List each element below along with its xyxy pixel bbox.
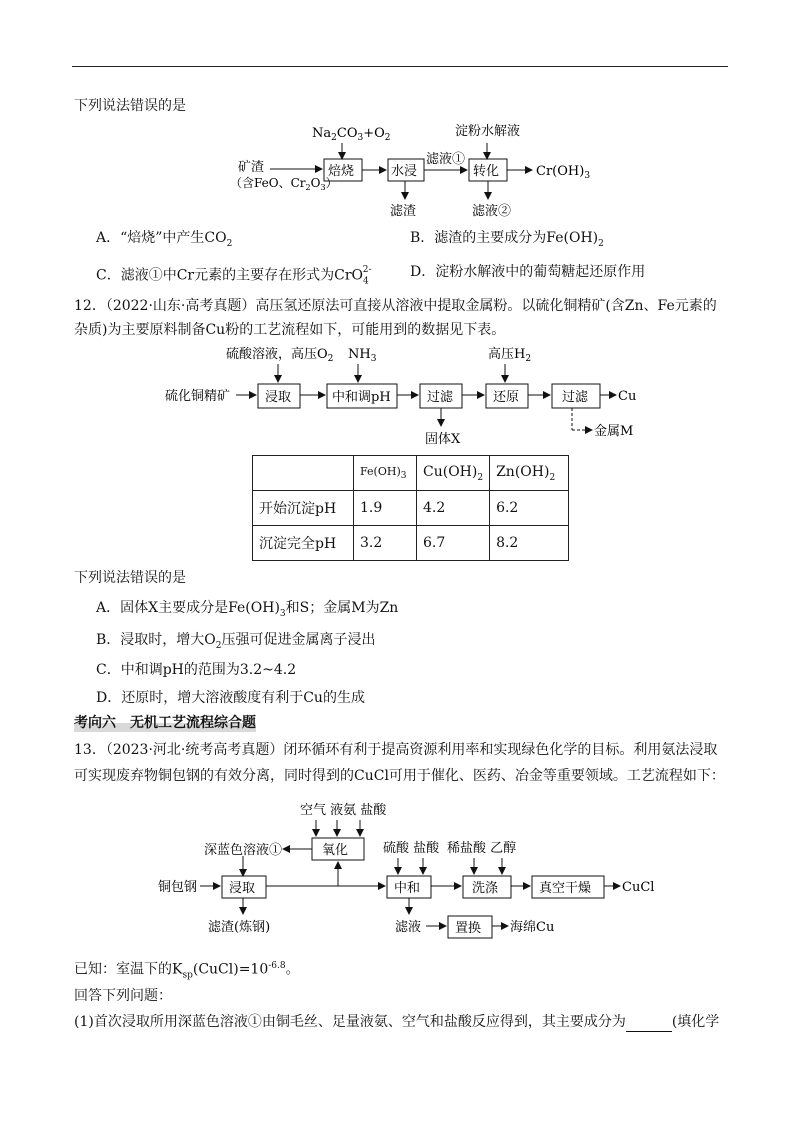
q13-sub1 xyxy=(74,1012,719,1032)
q13-flow-diagram xyxy=(0,796,800,946)
q11-option-b[interactable]: B．滤渣的主要成分为$Fe(OH)_2$ xyxy=(410,230,604,249)
q13-feed-ox: 空气 液氨 盐酸 xyxy=(300,803,387,818)
q13-filtrate: 滤液 xyxy=(395,920,422,935)
svg-text:过滤: 过滤 xyxy=(427,390,454,405)
table-header-cell xyxy=(253,456,354,491)
table-cell: 沉淀完全pH xyxy=(253,526,354,561)
q12-option-b[interactable]: B．浸取时，增大$O_2$压强可促进金属离子浸出 xyxy=(96,632,376,651)
q13-answer-prompt: 回答下列问题： xyxy=(74,988,172,1004)
table-row xyxy=(253,526,569,561)
svg-text:置换: 置换 xyxy=(455,921,482,936)
q13-sub1-text: (1)首次浸取所用深蓝色溶液①由铜毛丝、足量液氨、空气和盐酸反应得到，其主要成分为 xyxy=(74,1014,626,1030)
table-cell: 8.2 xyxy=(490,526,569,561)
svg-text:过滤: 过滤 xyxy=(562,390,589,405)
svg-text:转化: 转化 xyxy=(473,164,500,179)
q12-feed3: 高压$H_2$ xyxy=(488,347,532,364)
svg-text:还原: 还原 xyxy=(493,390,520,405)
q11-option-d[interactable]: D．淀粉水解液中的葡萄糖起还原作用 xyxy=(410,264,646,280)
q12-intro-line2: 杂质)为主要原料制备Cu粉的工艺流程如下，可能用到的数据见下表。 xyxy=(74,322,506,338)
q13-feed-wash: 稀盐酸 乙醇 xyxy=(447,841,517,856)
svg-text:中和调pH: 中和调pH xyxy=(332,390,391,405)
q11-product: $Cr(OH)_3$ xyxy=(536,164,591,181)
table-header-cell: $Zn(OH)_2$ xyxy=(490,456,569,491)
q12-solid: 固体X xyxy=(425,432,461,447)
q13-start: 铜包钢 xyxy=(158,880,198,895)
table-cell: 6.2 xyxy=(490,491,569,526)
q13-known: 已知：室温下的$K_{sp}(CuCl)=10^{-6.8}$。 xyxy=(74,961,300,981)
svg-text:水浸: 水浸 xyxy=(391,164,418,179)
table-cell: 4.2 xyxy=(417,491,490,526)
svg-text:中和: 中和 xyxy=(394,881,421,896)
q11-option-a[interactable]: A．“焙烧”中产生$CO_2$ xyxy=(96,230,233,249)
svg-text:氧化: 氧化 xyxy=(322,843,349,858)
q12-data-table xyxy=(252,455,569,561)
q11-residue: 滤渣 xyxy=(390,204,417,219)
q12-option-c[interactable]: C．中和调pH的范围为3.2~4.2 xyxy=(96,662,297,678)
q13-sub1-tail: (填化学 xyxy=(671,1014,720,1030)
q11-ore-note: （含FeO、$Cr_2O_3$） xyxy=(230,176,338,192)
q13-residue: 滤渣(炼钢) xyxy=(208,920,271,935)
q12-intro-line1: 12．（2022·山东·高考真题）高压氢还原法可直接从溶液中提取金属粉。以硫化铜精矿(含Zn、Fe元素的 xyxy=(74,298,717,314)
q12-option-a[interactable]: A．固体X主要成分是$Fe(OH)_3$和S；金属M为Zn xyxy=(96,600,399,619)
svg-text:洗涤: 洗涤 xyxy=(472,881,499,896)
table-cell: 3.2 xyxy=(354,526,417,561)
q11-ore: 矿渣 xyxy=(238,160,265,175)
q11-filtrate1: 滤液① xyxy=(426,152,466,167)
section-heading: 考向六 无机工艺流程综合题 xyxy=(74,712,256,732)
top-rule xyxy=(72,66,728,67)
svg-text:浸取: 浸取 xyxy=(229,881,256,896)
table-cell: 6.7 xyxy=(417,526,490,561)
q13-intro-line2: 可实现废弃物铜包钢的有效分离，同时得到的CuCl可用于催化、医药、冶金等重要领域。工艺流程如下： xyxy=(74,768,725,784)
q11-filtrate2: 滤液② xyxy=(472,204,512,219)
q12-start: 硫化铜精矿 xyxy=(165,389,231,404)
q12-flow-diagram xyxy=(0,342,800,452)
q12-feed1: 硫酸溶液，高压$O_2$ xyxy=(226,347,334,364)
table-row xyxy=(253,491,569,526)
q12-product: Cu xyxy=(618,389,637,404)
q12-metal: 金属M xyxy=(594,424,634,439)
table-cell: 开始沉淀pH xyxy=(253,491,354,526)
q13-feed-neu: 硫酸 盐酸 xyxy=(383,841,440,856)
q11-feed-top2: 淀粉水解液 xyxy=(455,124,521,139)
q13-sponge: 海绵Cu xyxy=(510,920,555,935)
q13-intro-line1: 13．（2023·河北·统考高考真题）闭环循环有利于提高资源利用率和实现绿色化学的目标。利用氨法浸取 xyxy=(74,742,718,758)
answer-blank[interactable] xyxy=(626,1017,672,1032)
q11-stem: 下列说法错误的是 xyxy=(74,98,186,114)
table-cell: 1.9 xyxy=(354,491,417,526)
table-header-cell: $Cu(OH)_2$ xyxy=(417,456,490,491)
table-row xyxy=(253,456,569,491)
q13-product: CuCl xyxy=(622,880,655,895)
q13-solution1: 深蓝色溶液① xyxy=(204,843,283,858)
svg-text:焙烧: 焙烧 xyxy=(328,164,355,179)
q12-option-d[interactable]: D．还原时，增大溶液酸度有利于Cu的生成 xyxy=(96,690,365,706)
q11-option-c[interactable]: C．滤液①中Cr元素的主要存在形式为CrO$_4^{2-}$ xyxy=(96,265,372,287)
q12-feed2: $NH_3$ xyxy=(348,347,377,364)
q11-feed-top: $Na_2CO_3+O_2$ xyxy=(312,126,391,143)
q12-stem: 下列说法错误的是 xyxy=(74,570,186,586)
svg-text:真空干燥: 真空干燥 xyxy=(539,881,592,896)
table-header-cell: $Fe(OH)_3$ xyxy=(354,456,417,491)
svg-text:浸取: 浸取 xyxy=(265,390,292,405)
